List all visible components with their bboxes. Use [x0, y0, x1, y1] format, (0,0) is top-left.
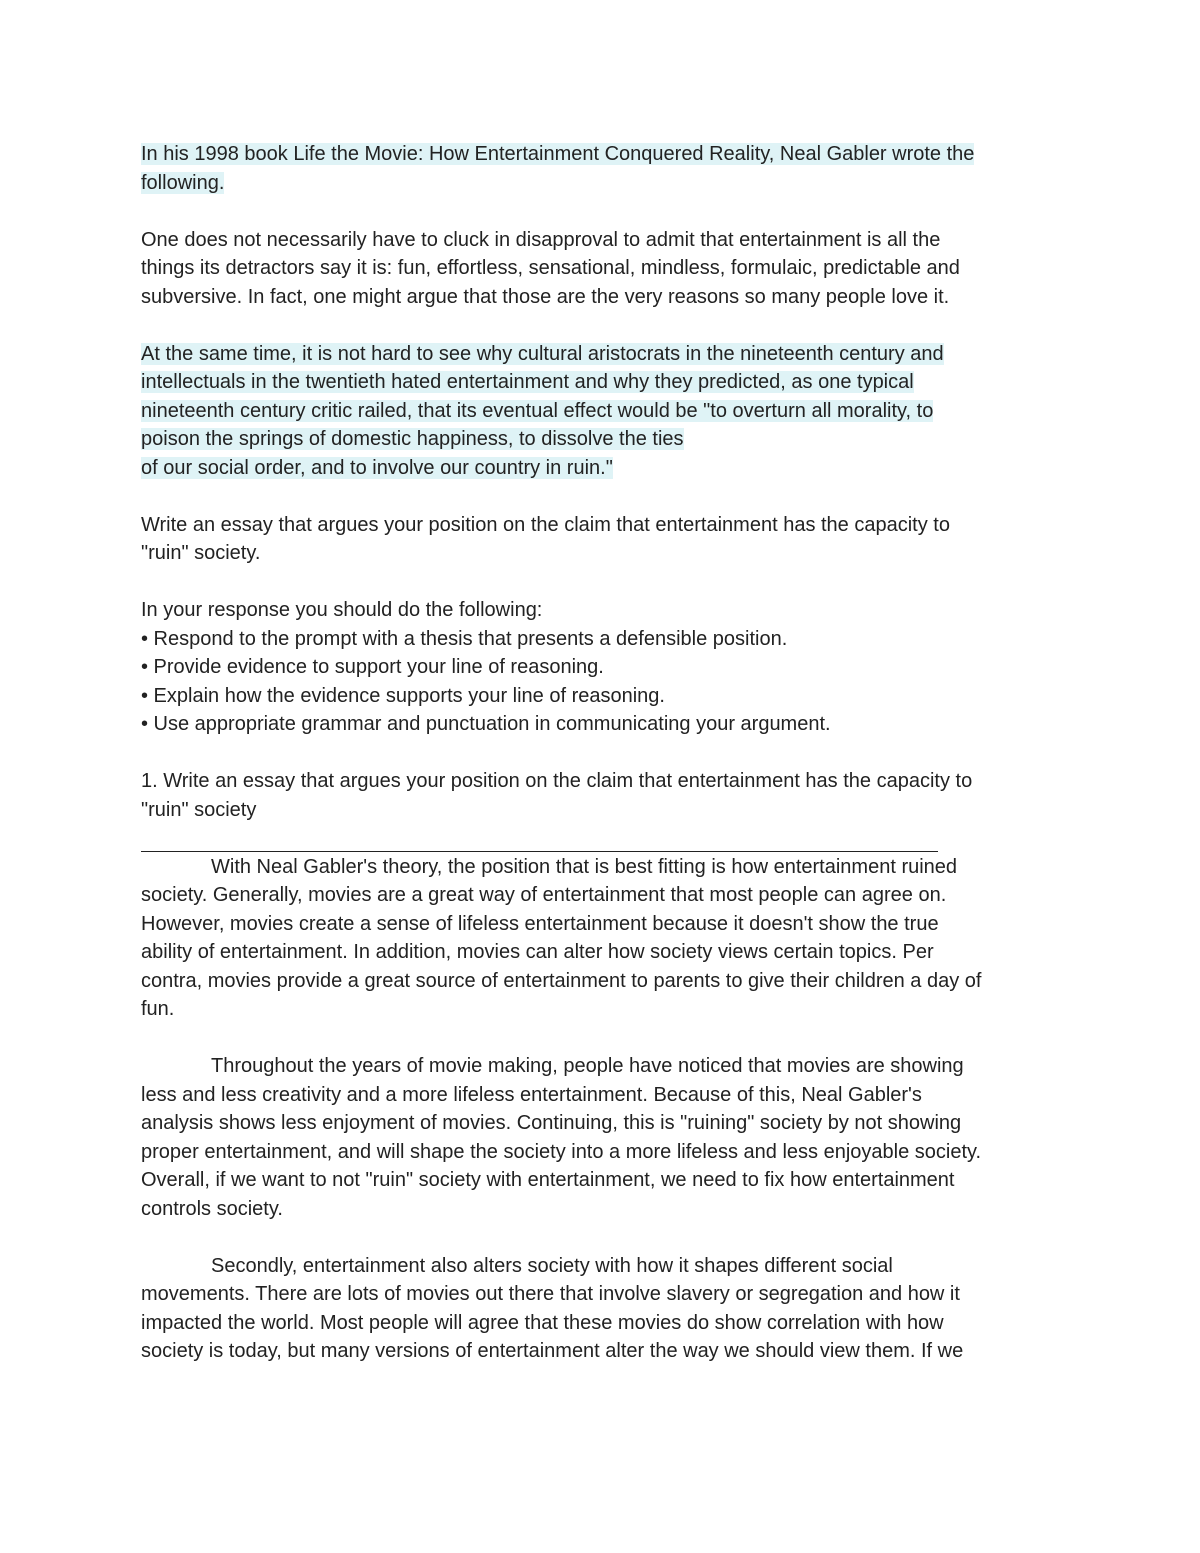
essay-line: contra, movies provide a great source of entertainment to parents to give their children a day of: [141, 969, 982, 992]
essay-line: However, movies create a sense of lifeless entertainment because it doesn't show the true: [141, 912, 939, 935]
instruction-item: • Respond to the prompt with a thesis that presents a defensible position.: [141, 627, 788, 650]
essay-line: controls society.: [141, 1197, 283, 1220]
essay-line: fun.: [141, 998, 175, 1020]
intro-paragraph: [141, 140, 1071, 197]
divider-rule: [141, 851, 938, 852]
document-page: [141, 140, 1071, 1366]
intro-line: following.: [141, 171, 225, 194]
quote-line: things its detractors say it is: fun, effortless, sensational, mindless, formulaic, predictable and: [141, 257, 960, 279]
quote-line: nineteenth century critic railed, that its eventual effect would be "to overturn all morality, to: [141, 399, 934, 422]
instructions-list: [141, 596, 1071, 739]
quote-line: subversive. In fact, one might argue that those are the very reasons so many people love it.: [141, 285, 950, 308]
essay-line: movements. There are lots of movies out there that involve slavery or segregation and how it: [141, 1283, 960, 1305]
quote-line: One does not necessarily have to cluck in disapproval to admit that entertainment is all the: [141, 228, 941, 251]
essay-line: Overall, if we want to not "ruin" society with entertainment, we need to fix how entertainment: [141, 1169, 955, 1191]
essay-line: impacted the world. Most people will agree that these movies do show correlation with how: [141, 1311, 944, 1334]
instruction-item: • Explain how the evidence supports your line of reasoning.: [141, 684, 665, 707]
prompt-line: Write an essay that argues your position on the claim that entertainment has the capacity to: [141, 513, 950, 536]
essay-paragraph-3: [141, 1252, 1071, 1366]
instruction-item: • Use appropriate grammar and punctuation in communicating your argument.: [141, 713, 831, 735]
question-line: "ruin" society: [141, 798, 257, 821]
essay-line: Throughout the years of movie making, people have noticed that movies are showing: [211, 1055, 964, 1077]
quote-line: of our social order, and to involve our country in ruin.": [141, 456, 613, 479]
essay-line: analysis shows less enjoyment of movies. Continuing, this is "ruining" society by not showing: [141, 1112, 962, 1134]
essay-line: With Neal Gabler's theory, the position that is best fitting is how entertainment ruined: [211, 855, 958, 878]
essay-line: less and less creativity and a more lifeless entertainment. Because of this, Neal Gabler's: [141, 1083, 922, 1106]
instruction-item: • Provide evidence to support your line of reasoning.: [141, 656, 604, 678]
essay-line: society is today, but many versions of entertainment alter the way we should view them. If we: [141, 1340, 964, 1362]
prompt-line: "ruin" society.: [141, 542, 261, 564]
quote-line: intellectuals in the twentieth hated entertainment and why they predicted, as one typical: [141, 371, 914, 393]
quote-line: poison the springs of domestic happiness, to dissolve the ties: [141, 428, 684, 450]
question-paragraph: [141, 767, 1071, 824]
quote-paragraph-1: [141, 226, 1071, 312]
intro-line: In his 1998 book Life the Movie: How Entertainment Conquered Reality, Neal Gabler wrote the: [141, 143, 975, 165]
essay-line: proper entertainment, and will shape the society into a more lifeless and less enjoyable society.: [141, 1140, 982, 1163]
essay-line: society. Generally, movies are a great way of entertainment that most people can agree on.: [141, 884, 947, 906]
quote-line: At the same time, it is not hard to see why cultural aristocrats in the nineteenth century and: [141, 342, 944, 365]
instructions-heading: In your response you should do the following:: [141, 599, 543, 621]
prompt-paragraph: [141, 511, 1071, 568]
divider-line: [141, 824, 1071, 853]
question-line: 1. Write an essay that argues your position on the claim that entertainment has the capacity to: [141, 770, 973, 792]
quote-paragraph-2: [141, 340, 1071, 483]
essay-line: Secondly, entertainment also alters society with how it shapes different social: [211, 1254, 893, 1277]
essay-line: ability of entertainment. In addition, movies can alter how society views certain topics. Per: [141, 941, 934, 963]
essay-paragraph-1: [141, 853, 1071, 1024]
essay-paragraph-2: [141, 1052, 1071, 1223]
